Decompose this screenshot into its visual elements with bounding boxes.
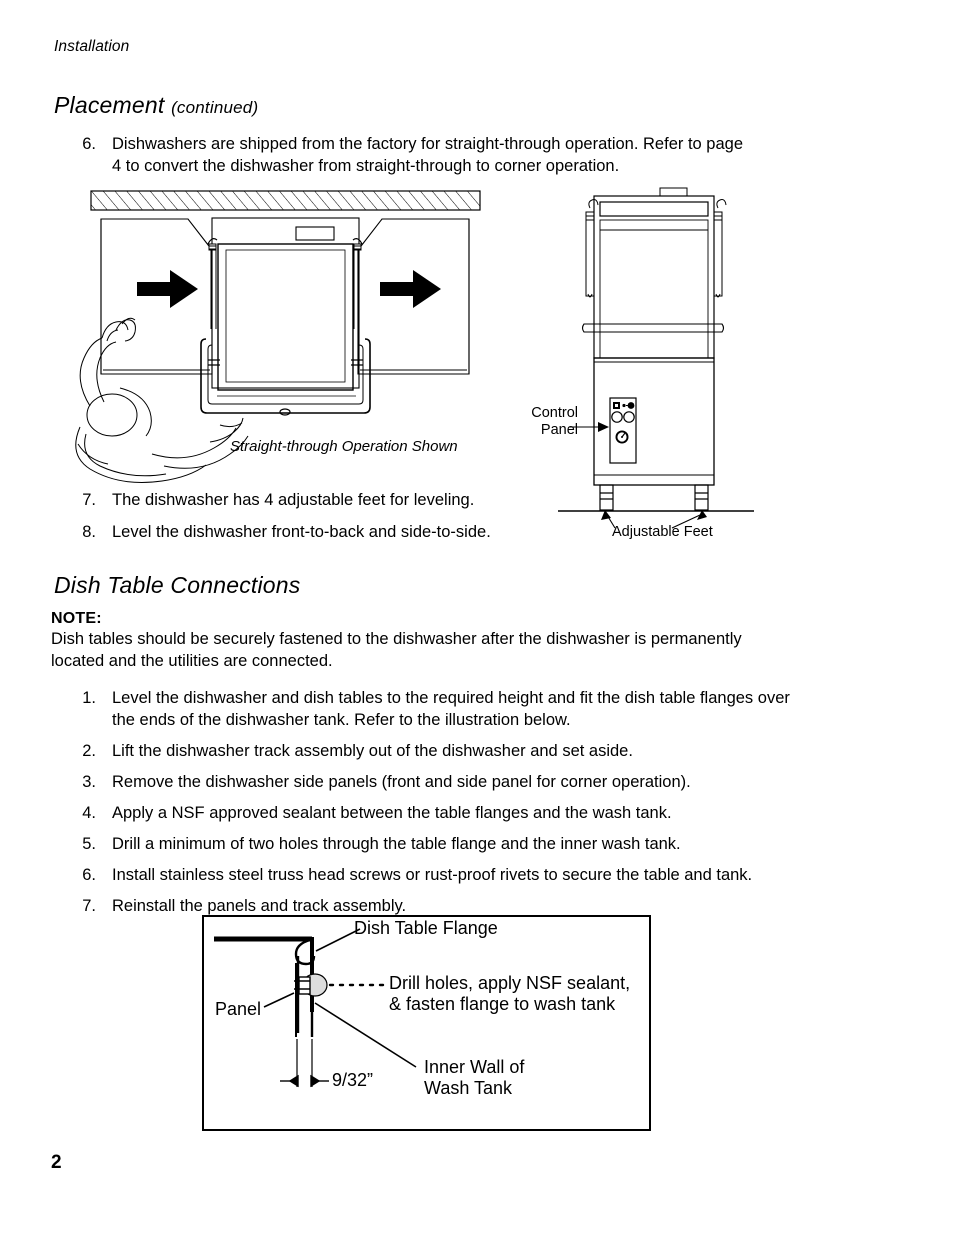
list-item [70,490,570,512]
list-item-text: Reinstall the panels and track assembly. [112,896,407,915]
list-item-text: Drill a minimum of two holes through the table flange and the inner wash tank. [112,834,681,853]
panel-button-left [612,412,622,422]
page-number: 2 [51,1152,62,1173]
control-panel [610,398,636,463]
top-view-drawing [60,182,510,472]
inner-wall-label [424,1057,524,1098]
placement-list-after-figure [70,490,570,554]
door-rails [208,239,362,329]
list-item [70,803,800,825]
list-item-text: Lift the dishwasher track assembly out of the dishwasher and set aside. [112,741,633,760]
list-item-number: 8. [82,522,96,541]
left-dish-table [101,219,212,374]
list-item-text: Install stainless steel truss head screws or rust-proof rivets to secure the table and tank. [112,865,753,884]
hood-assembly [594,196,714,358]
list-item-number: 2. [82,741,96,760]
operator-figure [76,318,248,482]
panel-button-right [624,412,634,422]
hood-guide-rails [586,200,726,297]
dimension-label: 9/32” [332,1070,374,1090]
list-item [70,134,750,178]
control-panel-label-line2: Panel [540,421,578,438]
lower-cabinet [594,358,714,485]
list-item [70,688,800,732]
list-item-number: 6. [82,865,96,884]
list-item [70,741,800,763]
figure-flange-detail [202,915,651,1131]
flow-arrow-right-icon [380,270,441,308]
drill-note-line2: & fasten flange to wash tank [389,993,616,1014]
list-item-number: 5. [82,834,96,853]
list-item-number: 7. [82,491,96,509]
placement-list-before-figure [70,134,750,188]
handle-bar [583,324,724,332]
list-item [70,522,570,544]
wall-hatched-band [91,191,480,210]
list-item-text: Level the dishwasher front-to-back and side-to-side. [112,522,491,541]
note-block [51,608,791,673]
running-header: Installation [54,38,130,55]
dish-table-flange-label: Dish Table Flange [354,918,498,938]
note-label: NOTE: [51,610,102,627]
note-text: Dish tables should be securely fastened to the dishwasher after the dishwasher is permanently located and the utilities are connected. [51,630,742,671]
section-heading-placement-continued: (continued) [171,98,259,117]
list-item-number: 7. [82,896,96,915]
list-item-number: 1. [82,689,96,707]
hood-top-cap [660,188,687,196]
panel-label: Panel [215,999,262,1019]
section-heading-placement [54,92,258,119]
drill-note-line1: Drill holes, apply NSF sealant, [389,973,631,993]
figure-border [202,915,651,1131]
figure-top-view-straight-through [60,182,510,472]
dish-table-connections-list [70,688,800,927]
list-item [70,834,800,856]
section-heading-placement-title: Placement [54,92,165,118]
figure-caption-straight-through: Straight-through Operation Shown [230,438,458,455]
flow-arrow-left-icon [137,270,198,308]
control-panel-callout-label [516,405,578,438]
list-item [70,772,800,794]
list-item-text: Apply a NSF approved sealant between the table flanges and the wash tank. [112,803,672,822]
list-item-text: The dishwasher has 4 adjustable feet for leveling. [112,491,475,509]
section-heading-dish-table-connections: Dish Table Connections [54,572,301,598]
list-item [70,865,800,887]
adjustable-feet [600,485,708,510]
list-item-text: Dishwashers are shipped from the factory for straight-through operation. Refer to page 4 to convert the dishwasher from straight-through to corner operation. [112,135,743,175]
list-item-text: Level the dishwasher and dish tables to the required height and fit the dish table flanges over the ends of the dishwasher tank. Refer to the illustration below. [112,689,790,729]
control-panel-label-line1: Control [531,405,578,421]
list-item-text: Remove the dishwasher side panels (front and side panel for corner operation). [112,772,691,791]
list-item-number: 3. [82,772,96,791]
adjustable-feet-callout-label: Adjustable Feet [612,524,713,540]
drill-note-label [389,973,630,1014]
control-panel-callout-arrowhead [598,422,609,432]
inner-wall-line2: Wash Tank [424,1077,513,1098]
panel-indicator-icon-2 [628,402,635,409]
list-item-number: 4. [82,803,96,822]
inner-wall-line1: Inner Wall of [424,1057,525,1077]
dishwasher-body-top-view [212,218,359,390]
list-item-number: 6. [82,135,96,153]
